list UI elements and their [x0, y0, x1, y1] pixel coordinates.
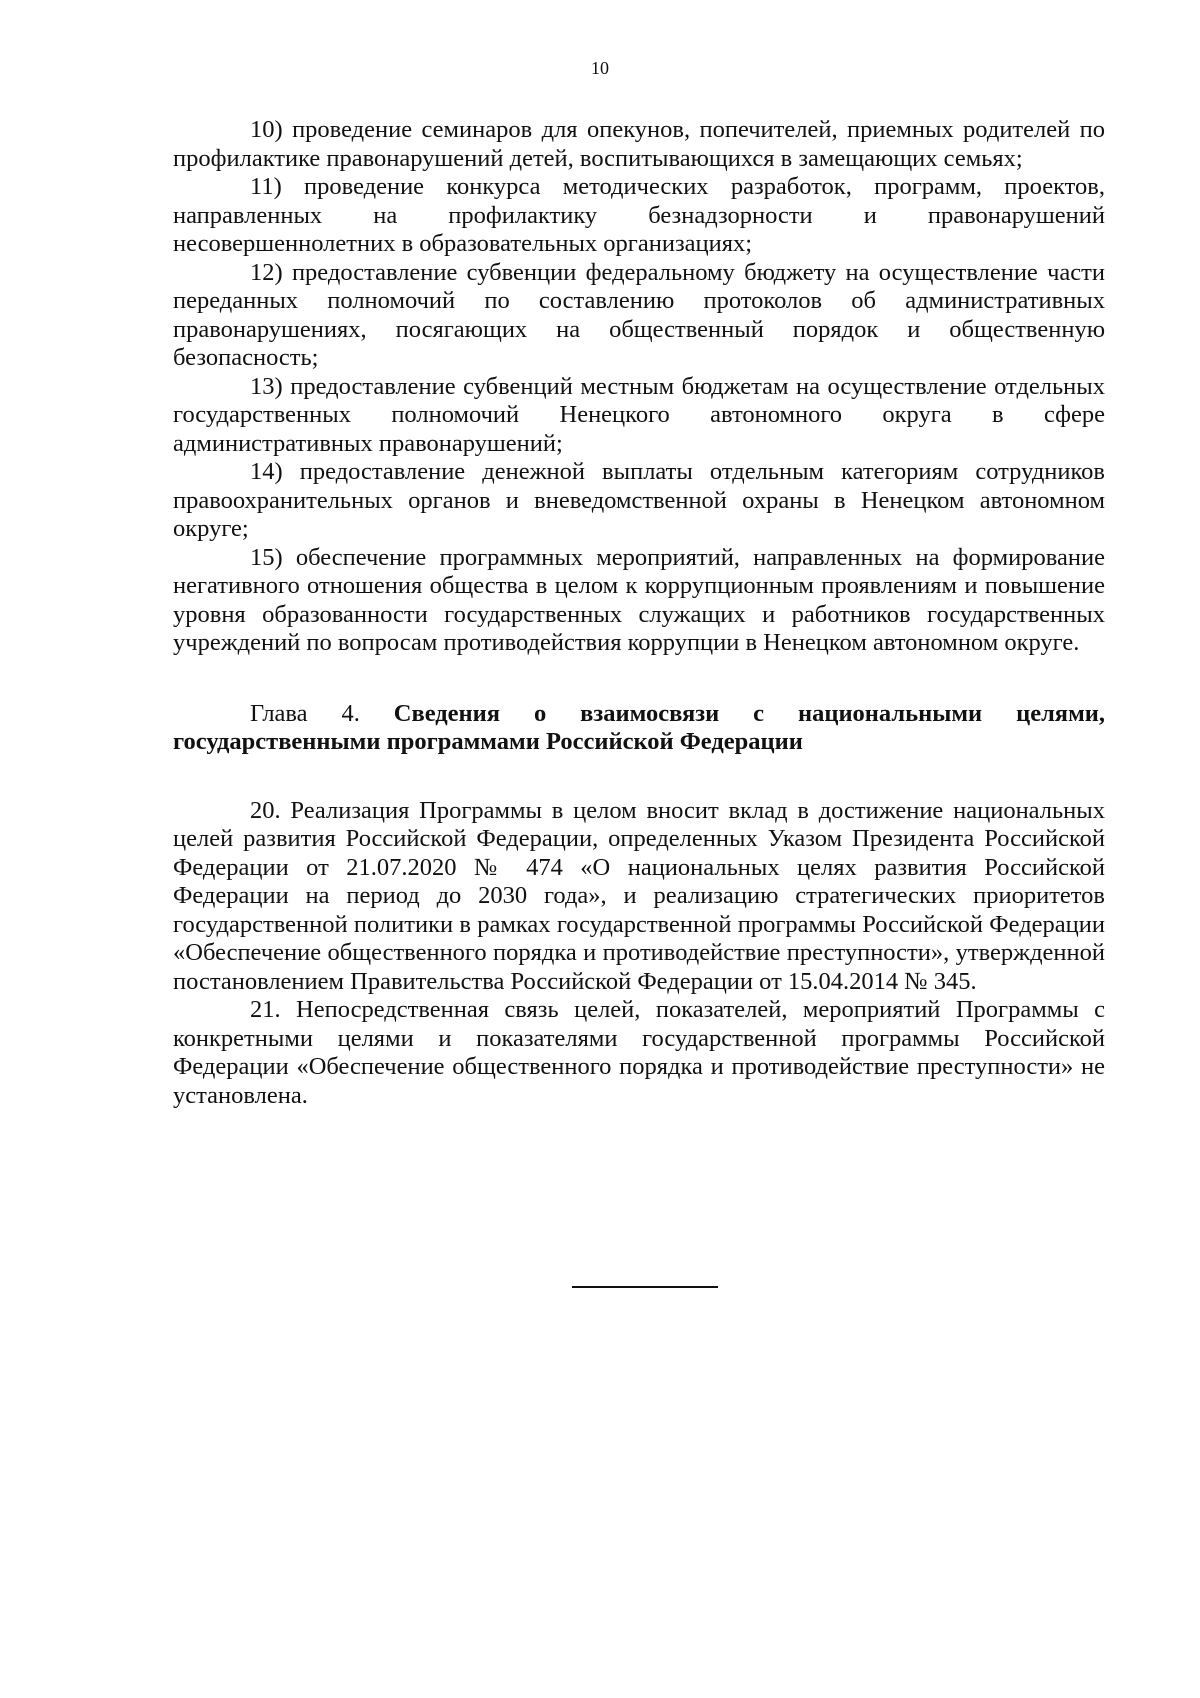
end-of-text-rule [572, 1286, 718, 1288]
list-item-12: 12) предоставление субвенции федеральному бюджету на осуществление части переданных полномочий по составлению протоколов об административных правонарушениях, посягающих на общественный порядок и общественную безопасность; [173, 258, 1105, 371]
section-20: 20. Реализация Программы в целом вносит вклад в достижение национальных целей развития Российской Федерации, определенных Указом Президента Российской Федерации от 21.07.2020 № 474 «О национальных целях развития Российской Федерации на период до 2030 года», и реализацию стратегических приоритетов государственной политики в рамках государственной программы Российской Федерации «Обеспечение общественного порядка и противодействие преступности», утвержденной постановлением Правительства Российской Федерации от 15.04.2014 № 345. [173, 796, 1105, 995]
list-item-13: 13) предоставление субвенций местным бюджетам на осуществление отдельных государственных полномочий Ненецкого автономного округа в сфере административных правонарушений; [173, 372, 1105, 457]
list-item-10: 10) проведение семинаров для опекунов, попечителей, приемных родителей по профилактике правонарушений детей, воспитывающихся в замещающих семьях; [173, 116, 1105, 172]
list-item-11: 11) проведение конкурса методических разработок, программ, проектов, направленных на профилактику безнадзорности и правонарушений несовершеннолетних в образовательных организациях; [173, 173, 1105, 257]
document-body [173, 116, 1105, 1110]
chapter-title: Сведения о взаимосвязи с национальными целями, государственными программами Российской Федерации [173, 699, 1105, 755]
section-21: 21. Непосредственная связь целей, показателей, мероприятий Программы с конкретными целями и показателями государственной программы Российской Федерации «Обеспечение общественного порядка и противодействие преступности» не установлена. [173, 996, 1105, 1109]
list-item-14: 14) предоставление денежной выплаты отдельным категориям сотрудников правоохранительных органов и вневедомственной охраны в Ненецком автономном округе; [173, 458, 1105, 542]
page-number: 10 [591, 58, 609, 78]
chapter-heading [173, 700, 1105, 757]
chapter-prefix: Глава 4. [250, 699, 394, 727]
list-item-15: 15) обеспечение программных мероприятий, направленных на формирование негативного отношения общества в целом к коррупционным проявлениям и повышение уровня образованности государственных служащих и работников государственных учреждений по вопросам противодействия коррупции в Ненецком автономном округе. [173, 543, 1105, 656]
